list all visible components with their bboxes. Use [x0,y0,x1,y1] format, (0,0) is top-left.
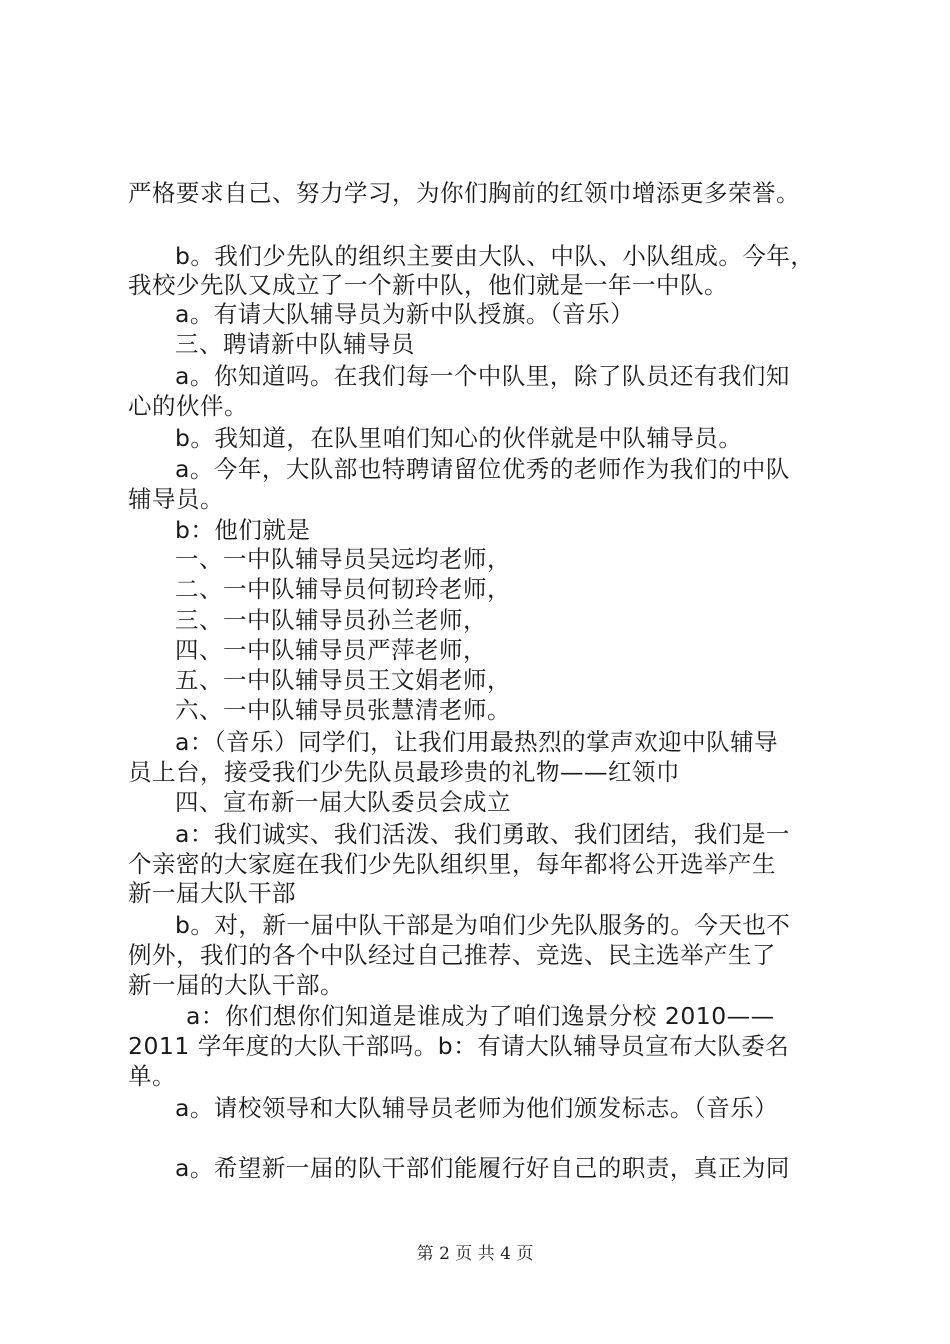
text-line: b。对，新一届中队干部是为咱们少先队服务的。今天也不 [175,911,791,939]
text-line: 心的伙伴。 [128,392,248,420]
text-line: 2011 学年度的大队干部吗。b：有请大队辅导员宣布大队委名 [128,1032,790,1060]
text-line: b。我知道，在队里咱们知心的伙伴就是中队辅导员。 [175,424,743,452]
text-line: 单。 [128,1062,176,1090]
page-number-footer: 第 2 页 共 4 页 [416,1244,534,1264]
text-line: a。你知道吗。在我们每一个中队里，除了队员还有我们知 [175,362,790,390]
text-line: a：（音乐）同学们，让我们用最热烈的掌声欢迎中队辅导 [175,728,779,756]
list-item: 五、一中队辅导员王文娟老师， [175,666,511,694]
text-line: a。希望新一届的队干部们能履行好自己的职责，真正为同 [175,1154,790,1182]
text-line: 新一届的大队干部。 [128,971,344,999]
text-line: a：我们诚实、我们活泼、我们勇敢、我们团结，我们是一 [175,820,790,848]
section-heading: 三、聘请新中队辅导员 [175,330,415,358]
text-line: a。有请大队辅导员为新中队授旗。（音乐） [175,300,635,328]
text-line: 严格要求自己、努力学习，为你们胸前的红领巾增添更多荣誉。 [128,179,800,207]
list-item: 二、一中队辅导员何韧玲老师， [175,575,511,603]
text-line: b。我们少先队的组织主要由大队、中队、小队组成。今年， [175,242,815,270]
text-line: 员上台，接受我们少先队员最珍贵的礼物——红领巾 [128,758,680,786]
text-line: 我校少先队又成立了一个新中队，他们就是一年一中队。 [128,271,728,299]
text-line: 新一届大队干部 [128,879,296,907]
text-line: 例外，我们的各个中队经过自己推荐、竞选、民主选举产生了 [128,941,776,969]
list-item: 三、一中队辅导员孙兰老师， [175,606,487,634]
list-item: 四、一中队辅导员严萍老师， [175,636,487,664]
text-line: 辅导员。 [128,485,224,513]
text-line: a。今年，大队部也特聘请留位优秀的老师作为我们的中队 [175,455,790,483]
section-heading: 四、宣布新一届大队委员会成立 [175,788,511,816]
text-line: b：他们就是 [175,516,311,544]
list-item: 一、一中队辅导员吴远均老师， [175,545,511,573]
text-line: 个亲密的大家庭在我们少先队组织里，每年都将公开选举产生 [128,850,776,878]
text-line: a：你们想你们知道是谁成为了咱们逸景分校 2010—— [186,1002,775,1030]
list-item: 六、一中队辅导员张慧清老师。 [175,696,511,724]
text-line: a。请校领导和大队辅导员老师为他们颁发标志。（音乐） [175,1094,779,1122]
